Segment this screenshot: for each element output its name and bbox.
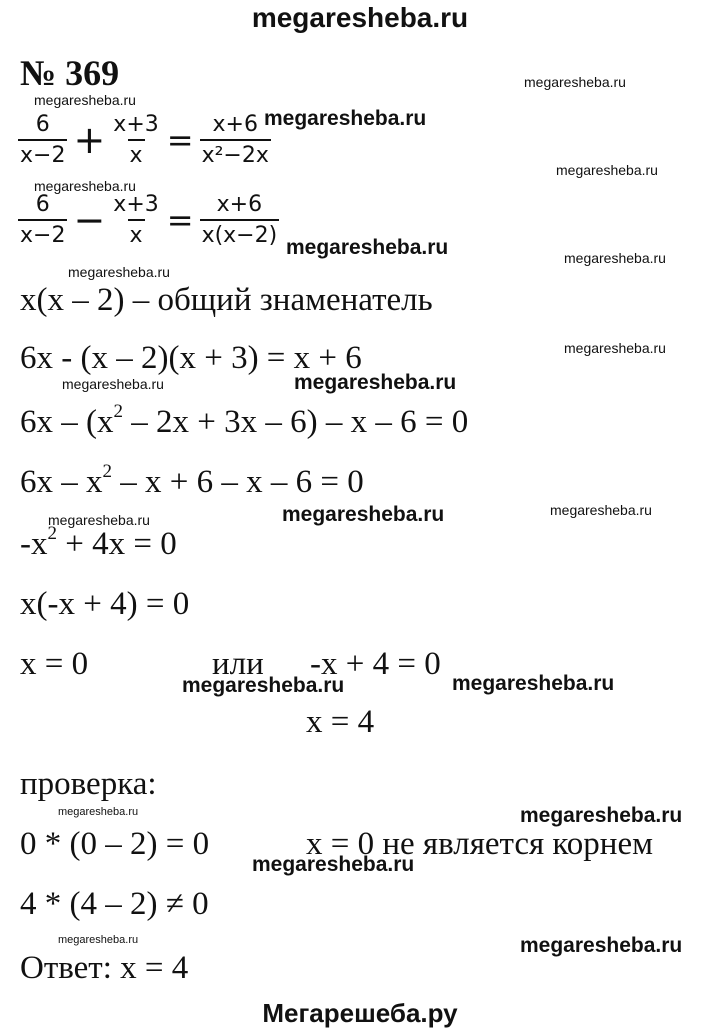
denominator: x xyxy=(128,139,145,168)
numerator: 6 xyxy=(35,192,50,217)
fraction xyxy=(18,112,67,169)
watermark: megaresheba.ru xyxy=(282,503,445,526)
watermark: megaresheba.ru xyxy=(452,672,615,695)
equals-sign: = xyxy=(166,121,194,160)
step-line-3: $6x - x^2 - x + 6 - x - 6 = 0$ xyxy=(20,461,364,500)
site-footer: Мегарешеба.ру xyxy=(262,998,458,1028)
denominator: x−2 xyxy=(18,139,67,168)
operator: − xyxy=(73,198,106,243)
fraction xyxy=(111,112,160,169)
step-line-1: 6x - (x – 2)(x + 3) = x + 6 xyxy=(20,340,362,376)
watermark: megaresheba.ru xyxy=(520,934,683,957)
watermark: megaresheba.ru xyxy=(182,674,345,697)
check-line-2: 4 * (4 – 2) ≠ 0 xyxy=(20,886,209,922)
fraction xyxy=(200,112,271,169)
watermark: megaresheba.ru xyxy=(68,264,170,280)
watermark: megaresheba.ru xyxy=(564,250,666,266)
step-line-2: $6x - (x^2 - 2x + 3x - 6) - x - 6 = 0$ xyxy=(20,401,469,440)
watermark: megaresheba.ru xyxy=(58,806,139,818)
common-denominator-line: x(x – 2) – общий знаменатель xyxy=(20,282,433,318)
equals-sign: = xyxy=(166,201,194,240)
numerator: x+6 xyxy=(216,192,263,217)
step-line-4: $-x^2 + 4x = 0$ xyxy=(20,523,177,562)
root-1: x = 0 xyxy=(20,646,89,682)
numerator: 6 xyxy=(35,112,50,137)
watermark: megaresheba.ru xyxy=(524,74,626,90)
watermark: megaresheba.ru xyxy=(264,107,427,130)
denominator: x−2 xyxy=(18,219,67,248)
watermark: megaresheba.ru xyxy=(252,853,415,876)
denominator: x²−2x xyxy=(200,139,271,168)
root-2: x = 4 xyxy=(306,704,375,740)
watermark: megaresheba.ru xyxy=(286,236,449,259)
watermark: megaresheba.ru xyxy=(34,92,136,108)
denominator: x xyxy=(128,219,145,248)
watermark: megaresheba.ru xyxy=(294,371,457,394)
equation-2 xyxy=(18,192,279,249)
check-label: проверка: xyxy=(20,766,157,802)
numerator: x+3 xyxy=(113,112,159,137)
denominator: x(x−2) xyxy=(200,219,280,248)
watermark: megaresheba.ru xyxy=(550,502,652,518)
answer-line: Ответ: x = 4 xyxy=(20,950,189,986)
site-header: megaresheba.ru xyxy=(251,2,469,33)
step-line-5: x(-x + 4) = 0 xyxy=(20,586,190,622)
numerator: x+6 xyxy=(212,112,258,137)
equation-1 xyxy=(18,112,271,169)
fraction xyxy=(111,192,160,249)
fraction xyxy=(18,192,67,249)
fraction xyxy=(200,192,280,249)
or-word: или xyxy=(212,646,264,682)
watermark: megaresheba.ru xyxy=(520,804,683,827)
problem-number: № 369 xyxy=(20,53,120,93)
watermark: megaresheba.ru xyxy=(58,934,139,946)
check-note: x = 0 не является корнем xyxy=(306,826,653,862)
numerator: x+3 xyxy=(113,192,159,217)
root-2-equation: -x + 4 = 0 xyxy=(310,646,441,682)
operator: + xyxy=(73,118,106,163)
check-line-1: 0 * (0 – 2) = 0 xyxy=(20,826,210,862)
watermark: megaresheba.ru xyxy=(564,340,666,356)
watermark: megaresheba.ru xyxy=(556,162,658,178)
watermark: megaresheba.ru xyxy=(62,376,164,392)
watermark: megaresheba.ru xyxy=(48,512,150,528)
watermark: megaresheba.ru xyxy=(34,178,136,194)
